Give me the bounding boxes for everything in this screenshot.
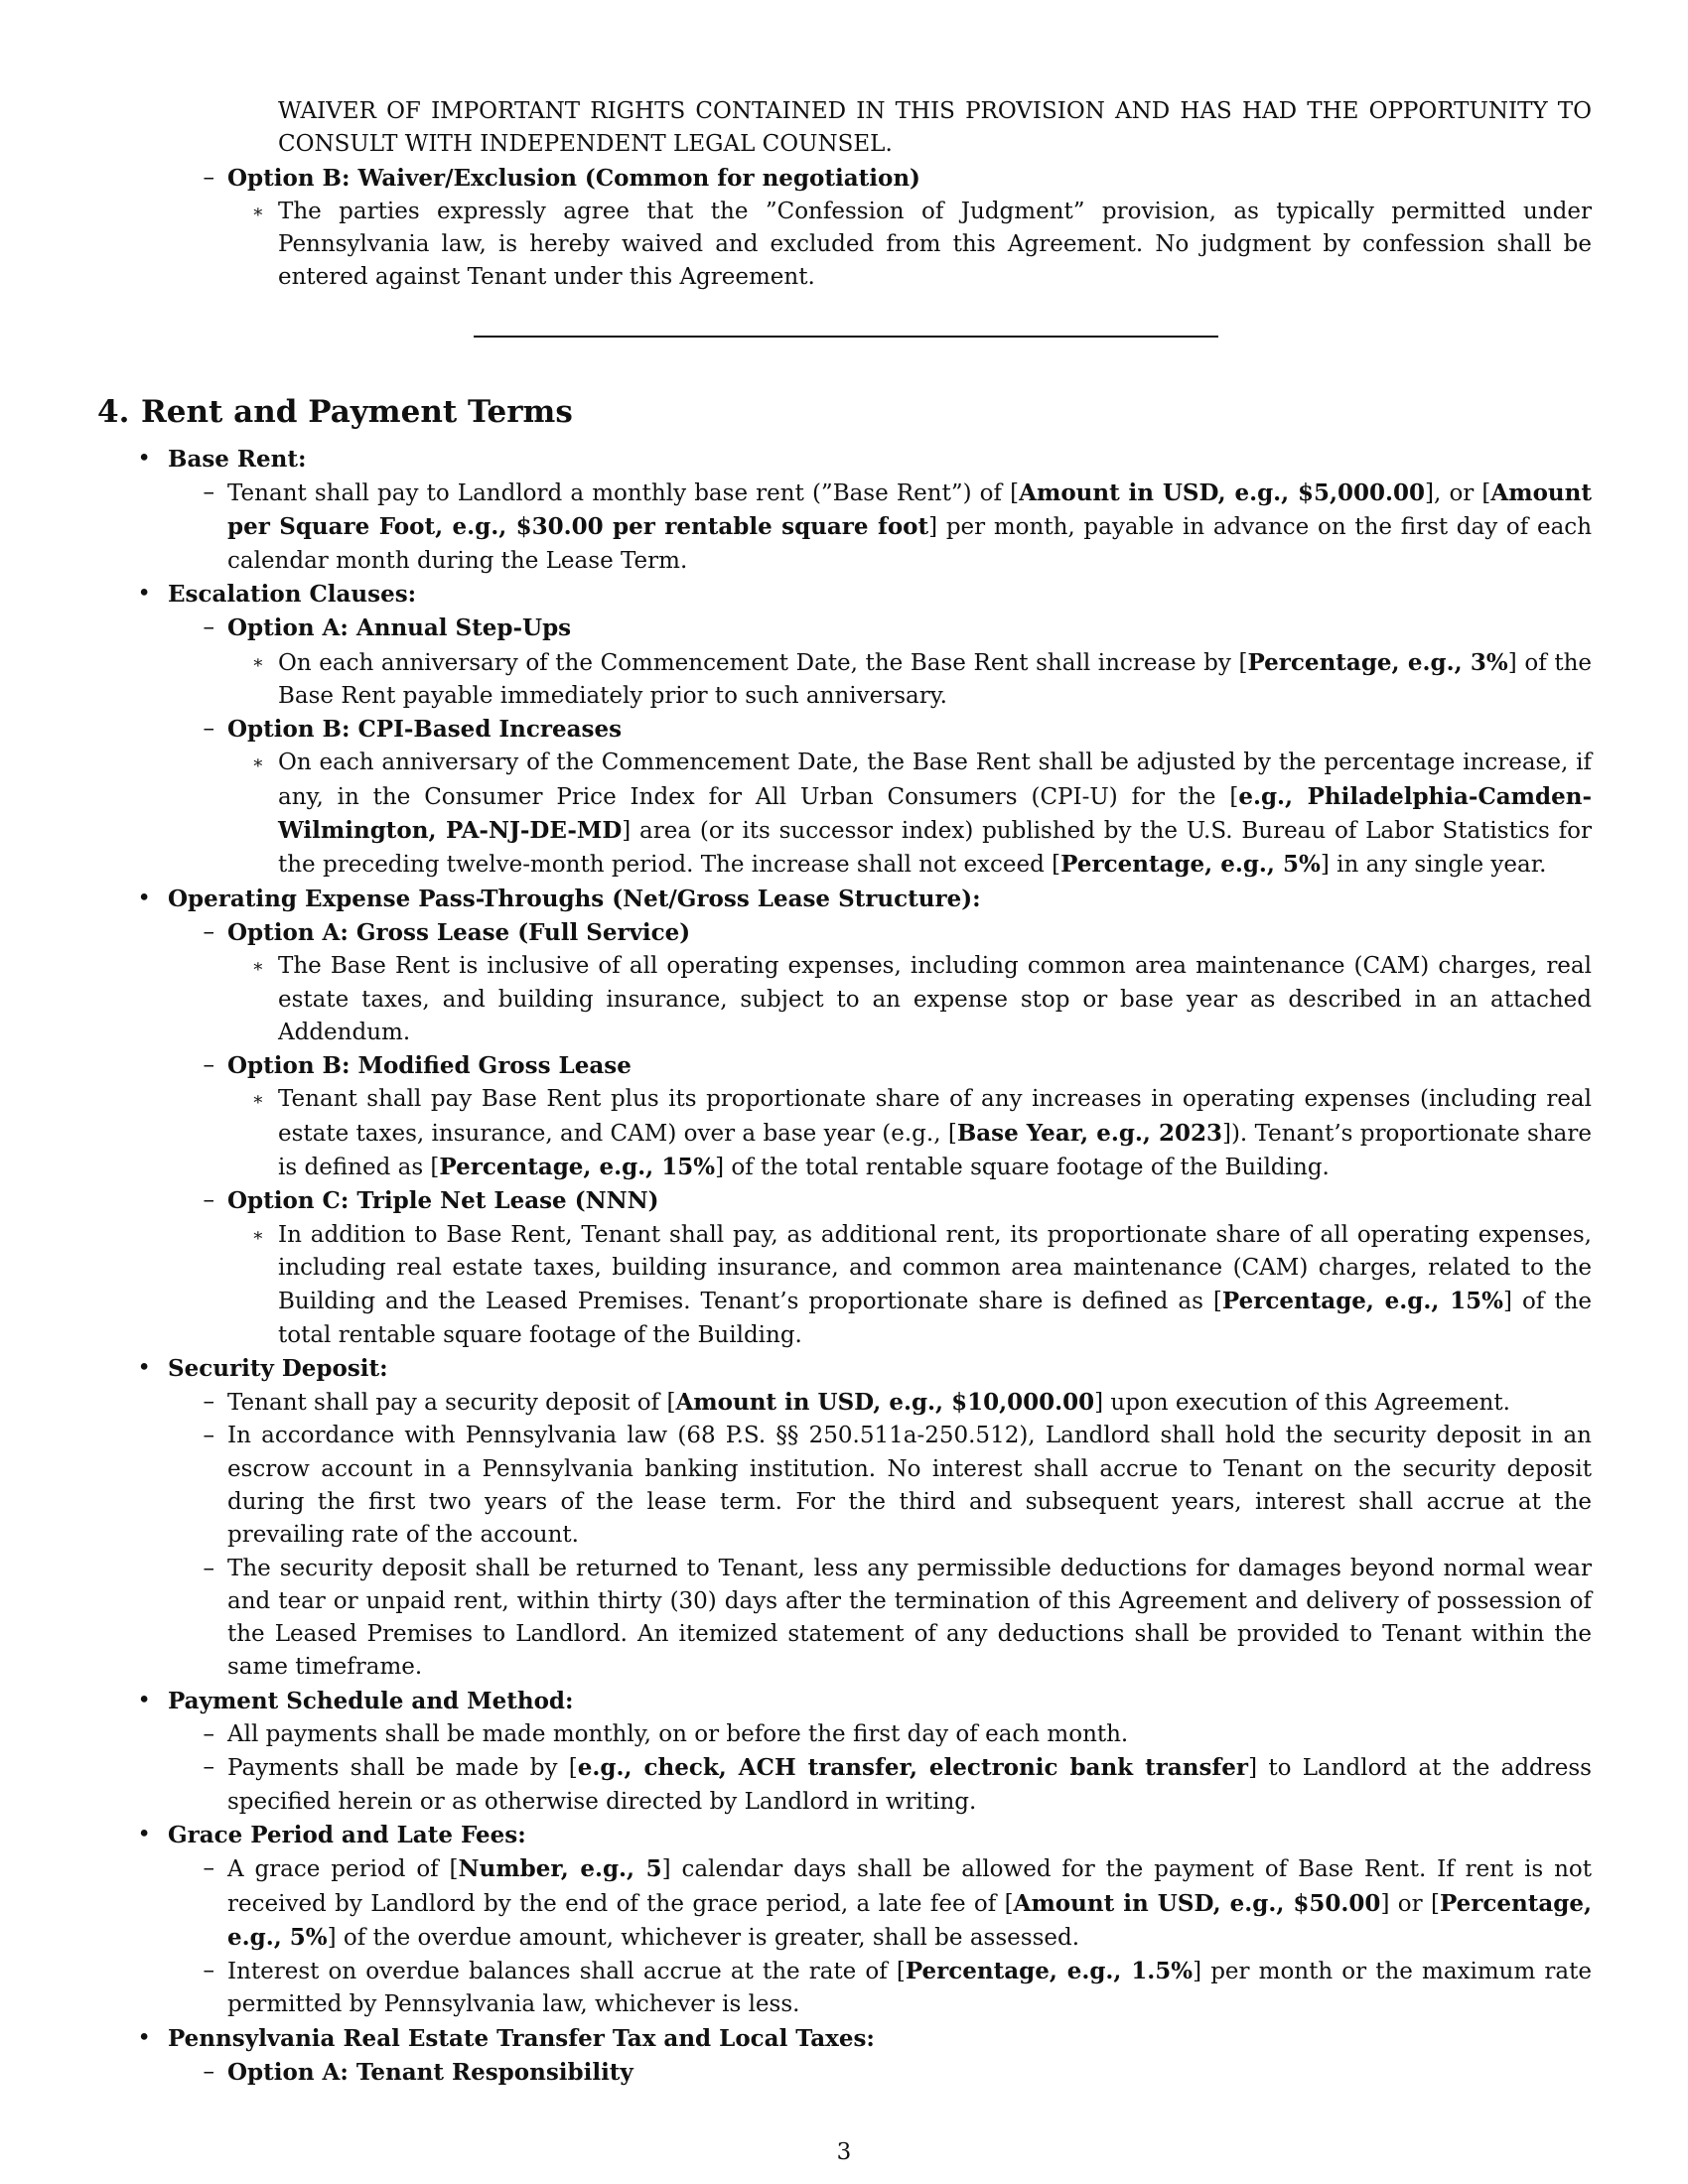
bullet-marker: • [137, 1687, 151, 1713]
carryover-paragraph [97, 95, 1592, 162]
grace-clause-2 [97, 1955, 1592, 2022]
placeholder-field: Amount per Square Foot, e.g., $30.00 per rentable square foot [227, 479, 1592, 541]
bullet-marker: • [137, 1354, 151, 1381]
escalation-option-a [97, 612, 1592, 645]
option-title: Option B: CPI-Based Increases [227, 716, 623, 744]
dash-marker: – [203, 1855, 214, 1882]
clause-text: Payments shall be made by [ [227, 1755, 578, 1782]
placeholder-field: Percentage, e.g., 15% [439, 1154, 716, 1181]
clause-text: Tenant shall pay a security deposit of [ [227, 1390, 676, 1417]
clause-text: The Base Rent is inclusive of all operating expenses, including common area maintenance (CAM) charges, real estate taxes, and building insurance, subject to an expense stop or base year as described in an attached Addendum. [278, 953, 1592, 1045]
clause-text: ] per month or the maximum rate permitted by Pennsylvania law, whichever is less. [227, 1959, 1592, 2018]
deposit-clause-1 [97, 1386, 1592, 1420]
placeholder-field: e.g., Philadelphia-Camden-Wilmington, PA-NJ-DE-MD [278, 782, 1592, 845]
opex-option-b-text [97, 1083, 1592, 1184]
placeholder-field: Percentage, e.g., 5% [1060, 851, 1321, 879]
dash-marker: – [203, 1721, 214, 1748]
dash-marker: – [203, 479, 214, 506]
clause-text: In addition to Base Rent, Tenant shall pay, as additional rent, its proportionate share of all operating expenses, including real estate taxes, building insurance, and common area maintenance (CAM) charges, related to the Building and the Leased Premises. Tenant’s proportionate share is defined as [ [278, 1221, 1592, 1315]
dash-marker: – [203, 1389, 214, 1416]
base-rent-item [97, 443, 1592, 477]
star-marker: ∗ [251, 956, 264, 978]
escalation-option-b-text [97, 747, 1592, 882]
clause-text: ] of the Base Rent payable immediately prior to such anniversary. [278, 649, 1592, 709]
dash-marker: – [203, 2059, 214, 2086]
deposit-item [97, 1352, 1592, 1386]
clause-text: ], or [ [1425, 480, 1491, 507]
option-b-waiver-text: The parties expressly agree that the ”Confession of Judgment” provision, as typically permitted under Pennsylvania law, is hereby waived and excluded from this Agreement. No judgment by confession shall be entered against Tenant under this Agreement. [278, 198, 1592, 291]
opex-title: Operating Expense Pass-Throughs (Net/Gross Lease Structure): [168, 885, 981, 912]
transfer-tax-item [97, 2022, 1592, 2056]
clause-text: All payments shall be made monthly, on or before the first day of each month. [227, 1721, 1129, 1748]
bullet-marker: • [137, 445, 151, 472]
star-marker: ∗ [251, 651, 264, 673]
transfer-tax-option-a [97, 2056, 1592, 2090]
dash-marker: – [203, 614, 214, 641]
carryover-text: WAIVER OF IMPORTANT RIGHTS CONTAINED IN THIS PROVISION AND HAS HAD THE OPPORTUNITY TO CONSULT WITH INDEPENDENT LEGAL COUNSEL. [278, 98, 1592, 158]
dash-marker: – [203, 1555, 214, 1581]
placeholder-field: Percentage, e.g., 15% [1221, 1288, 1503, 1315]
opex-option-a-text [97, 950, 1592, 1049]
clause-text: ] area (or its successor index) published by the U.S. Bureau of Labor Statistics for the preceding twelve-month period. The increase shall not exceed [ [278, 818, 1592, 879]
placeholder-field: Amount in USD, e.g., $50.00 [1013, 1889, 1381, 1917]
clause-text: On each anniversary of the Commencement Date, the Base Rent shall increase by [ [278, 649, 1248, 676]
deposit-clause-2 [97, 1420, 1592, 1552]
option-title: Option A: Annual Step-Ups [227, 614, 572, 642]
clause-text: Tenant shall pay to Landlord a monthly base rent (”Base Rent”) of [ [227, 480, 1020, 507]
payment-title: Payment Schedule and Method: [168, 1687, 574, 1714]
clause-text: ]). Tenant’s proportionate share is defined as [ [278, 1120, 1592, 1181]
option-title: Option A: Gross Lease (Full Service) [227, 918, 691, 946]
payment-clause-2 [97, 1751, 1592, 1819]
clause-text: ] of the total rentable square footage of the Building. [715, 1155, 1330, 1181]
clause-text: The security deposit shall be returned to Tenant, less any permissible deductions for damages beyond normal wear and tear or unpaid rent, within thirty (30) days after the termination of this Agreement and delivery of possession of the Leased Premises to Landlord. An itemized statement of any deductions shall be provided to Tenant within the same timeframe. [227, 1555, 1592, 1681]
star-marker: ∗ [251, 1089, 264, 1111]
dash-marker: – [203, 1754, 214, 1781]
opex-item [97, 883, 1592, 916]
bullet-marker: • [137, 885, 151, 911]
dash-marker: – [203, 716, 214, 743]
escalation-item [97, 578, 1592, 612]
dash-marker: – [203, 1958, 214, 1984]
clause-text: A grace period of [ [227, 1856, 459, 1883]
dash-marker: – [203, 1052, 214, 1079]
clause-text: In accordance with Pennsylvania law (68 P.S. §§ 250.511a-250.512), Landlord shall hold the security deposit in an escrow account in a Pennsylvania banking institution. No interest shall accrue to Tenant on the security deposit during the first two years of the lease term. For the third and subsequent years, interest shall accrue at the prevailing rate of the account. [227, 1423, 1592, 1549]
star-marker: ∗ [251, 1224, 264, 1246]
opex-option-b [97, 1049, 1592, 1083]
clause-text: ] of the overdue amount, whichever is greater, shall be assessed. [327, 1924, 1080, 1951]
escalation-option-b [97, 713, 1592, 747]
option-title: Option C: Triple Net Lease (NNN) [227, 1187, 659, 1215]
option-title: Option A: Tenant Responsibility [227, 2059, 633, 2087]
placeholder-field: Number, e.g., 5 [458, 1855, 662, 1883]
base-rent-clause [97, 477, 1592, 578]
horizontal-rule [474, 336, 1218, 338]
base-rent-title: Base Rent: [168, 445, 307, 473]
grace-clause-1 [97, 1852, 1592, 1955]
opex-option-c-text [97, 1219, 1592, 1352]
grace-title: Grace Period and Late Fees: [168, 1821, 526, 1848]
bullet-marker: • [137, 580, 151, 607]
clause-text: ] per month, payable in advance on the first day of each calendar month during the Lease Term. [227, 514, 1593, 574]
deposit-title: Security Deposit: [168, 1354, 388, 1382]
placeholder-field: Base Year, e.g., 2023 [956, 1119, 1222, 1147]
placeholder-field: e.g., check, ACH transfer, electronic bank transfer [577, 1754, 1249, 1782]
dash-marker: – [203, 1187, 214, 1214]
grace-item [97, 1819, 1592, 1852]
star-marker: ∗ [251, 201, 264, 222]
clause-text: ] or [ [1380, 1890, 1440, 1917]
star-marker: ∗ [251, 752, 264, 774]
option-b-waiver-title: Option B: Waiver/Exclusion (Common for negotiation) [227, 164, 920, 192]
payment-clause-1 [97, 1718, 1592, 1751]
placeholder-field: Amount in USD, e.g., $10,000.00 [675, 1389, 1095, 1417]
escalation-title: Escalation Clauses: [168, 580, 417, 608]
clause-text: Tenant shall pay Base Rent plus its proportionate share of any increases in operating expenses (including real estate taxes, insurance, and CAM) over a base year (e.g., [ [278, 1086, 1592, 1147]
clause-text: Interest on overdue balances shall accrue at the rate of [ [227, 1959, 906, 1985]
section-number: 4. [97, 393, 130, 430]
option-b-waiver-item [97, 196, 1592, 295]
option-b-waiver [97, 162, 1592, 196]
payment-item [97, 1685, 1592, 1718]
transfer-tax-title: Pennsylvania Real Estate Transfer Tax and Local Taxes: [168, 2024, 875, 2052]
page-number: 3 [836, 2139, 852, 2165]
escalation-option-a-text [97, 646, 1592, 714]
clause-text: ] of the total rentable square footage of the Building. [278, 1289, 1593, 1348]
section-heading [97, 361, 1592, 443]
clause-text: ] upon execution of this Agreement. [1094, 1390, 1510, 1417]
clause-text: ] in any single year. [1320, 852, 1547, 879]
placeholder-field: Percentage, e.g., 3% [1247, 648, 1508, 676]
section-divider [97, 295, 1592, 361]
clause-text: On each anniversary of the Commencement Date, the Base Rent shall be adjusted by the percentage increase, if any, in the Consumer Price Index for All Urban Consumers (CPI-U) for the [ [278, 750, 1592, 810]
placeholder-field: Percentage, e.g., 5% [227, 1889, 1592, 1951]
opex-option-a [97, 916, 1592, 950]
bullet-marker: • [137, 2024, 151, 2051]
placeholder-field: Amount in USD, e.g., $5,000.00 [1019, 479, 1426, 507]
dash-marker: – [203, 164, 214, 191]
dash-marker: – [203, 918, 214, 945]
deposit-clause-3 [97, 1553, 1592, 1685]
dash-marker: – [203, 1423, 214, 1449]
section-title: Rent and Payment Terms [141, 393, 573, 430]
opex-option-c [97, 1184, 1592, 1218]
document-body [97, 95, 1592, 2090]
clause-text: ] calendar days shall be allowed for the payment of Base Rent. If rent is not received by Landlord by the end of the grace period, a late fee of [ [227, 1856, 1592, 1917]
bullet-marker: • [137, 1821, 151, 1847]
option-title: Option B: Modified Gross Lease [227, 1052, 632, 1080]
placeholder-field: Percentage, e.g., 1.5% [905, 1958, 1194, 1985]
clause-text: ] to Landlord at the address specified herein or as otherwise directed by Landlord in writing. [227, 1755, 1592, 1815]
